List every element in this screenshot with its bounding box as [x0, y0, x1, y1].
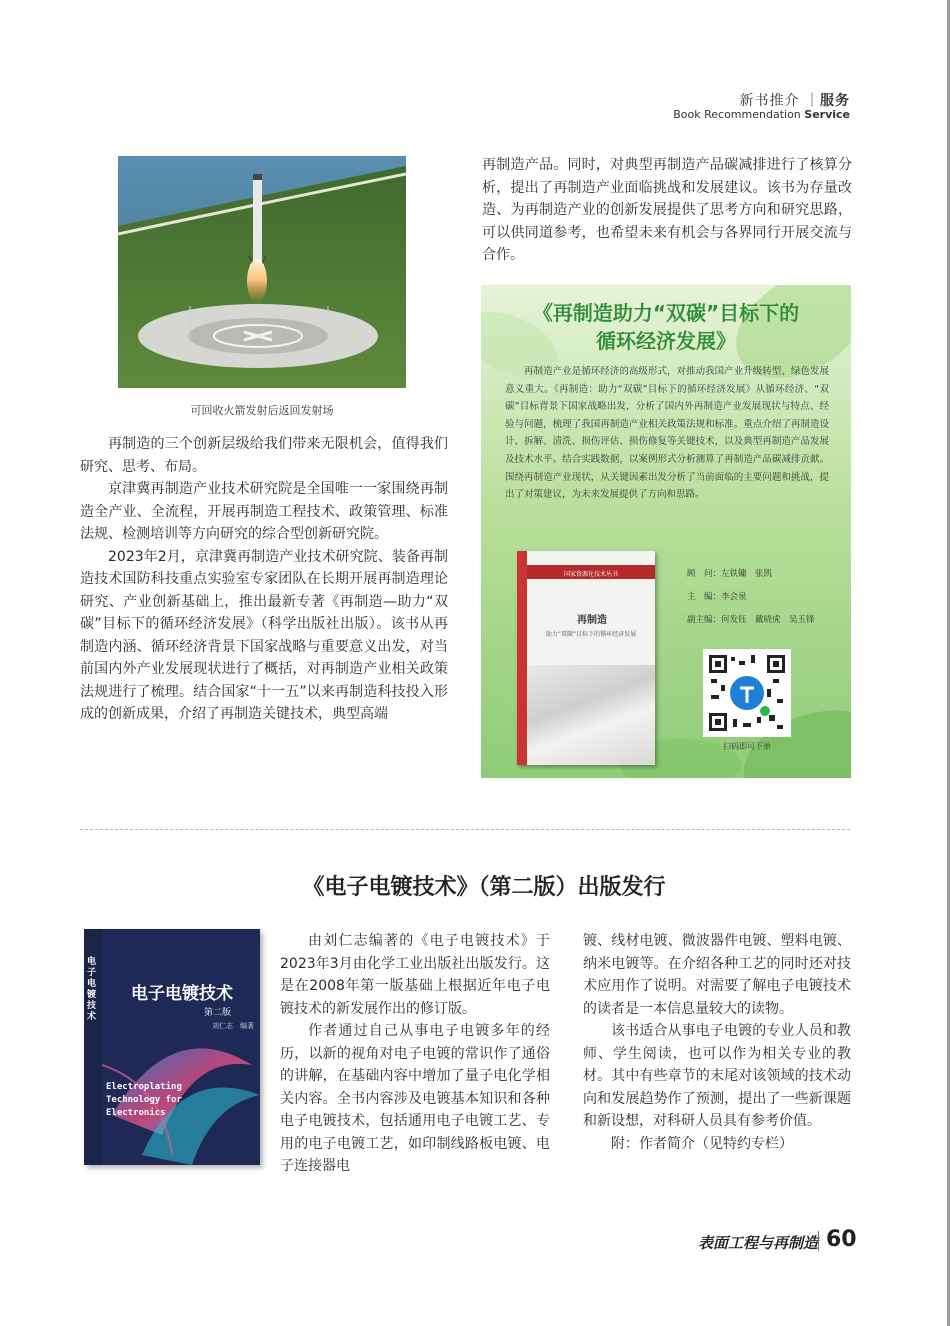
credit-deputy-editors: 副主编：何发钰 戴晓虎 吴玉锋: [687, 615, 815, 625]
magazine-name: 表面工程与再制造: [697, 1234, 818, 1252]
book2-english-title: Electroplating Technology for Electronics: [106, 1082, 182, 1118]
remanufacturing-book-cover: [517, 551, 655, 765]
ad-title-line2: 循环经济发展》: [596, 329, 736, 353]
ad-description: [505, 363, 829, 504]
marble-texture: [527, 665, 655, 765]
ad-title-line1: 《再制造助力“双碳”目标下的: [532, 301, 800, 325]
paragraph: 再制造产品。同时，对典型再制造产品碳减排进行了核算分析，提出了再制造产业面临挑战和发展建议。该书为存量改造、为再制造产业的创新发展提供了思考方向和研究思路，可以供同道参考，也希望未来有机会与各界同行开展交流与合作。: [482, 157, 852, 263]
article2-title: 《电子电镀技术》（第二版）出版发行: [302, 875, 666, 900]
ad-body-text: 再制造产业是循环经济的高级形式，对推动我国产业升级转型、绿色发展意义重大。《再制造：助力“双碳”目标下的循环经济发展》从循环经济、“双碳”目标背景下国家战略出发，分析了国内外再制造产业发展现状与特点、经验与问题，梳理了我国再制造产业相关政策法规和标准。重点介绍了再制造设计、拆解、清洗、损伤评估、损伤修复等关键技术，以及典型再制造产品发展及技术水平。结合实践数据，以案例形式分析测算了再制造产品碳减排贡献。围绕再制造产业现状，从关键因素出发分析了当前面临的主要问题和挑战，提出了对策建议，为未来发展提供了方向和思路。: [505, 366, 829, 501]
book2-author: 刘仁志 编著: [212, 1022, 254, 1030]
qr-code-icon: [707, 653, 787, 733]
article1-right-column: [482, 154, 852, 267]
book-spine-title: 电子电镀技术: [87, 957, 97, 1022]
order-qr-code[interactable]: [703, 649, 791, 737]
section-divider: [80, 829, 850, 830]
header-en-book-recommendation: Book Recommendation: [673, 108, 801, 121]
article2-column1: [280, 930, 550, 1178]
header-en-service: Service: [804, 108, 850, 121]
photo-caption: 可回收火箭发射后返回发射场: [190, 404, 334, 417]
book-advertisement: [481, 285, 851, 778]
book-cover-title: 再制造: [577, 615, 607, 626]
qr-caption: 扫码即可下单: [723, 742, 771, 751]
paragraph: 2023年2月，京津冀再制造产业技术研究院、装备再制造技术国防科技重点实验室专家团队在长期开展再制造理论研究、产业创新基础上，推出最新专著《再制造—助力“双碳”目标下的循环经济发展》（科学出版社出版）。该书从再制造内涵、循环经济背景下国家战略与重要意义出发，对当前国内外产业发展现状进行了概括，对再制造产业相关政策法规进行了梳理。结合国家“十一五”以来再制造科技投入形成的创新成果，介绍了再制造关键技术，典型高端: [80, 548, 448, 722]
rocket-landing-image: [118, 156, 406, 388]
paragraph: 镀、线材电镀、微波器件电镀、塑料电镀、纳米电镀等。在介绍各种工艺的同时还对技术应用作了说明。对需要了解电子电镀技术的读者是一本信息量较大的读物。: [583, 933, 851, 1017]
book-cover-subtitle: 助力“双碳”目标下的循环经济发展: [545, 631, 637, 638]
credit-editor: 主 编：李会泉: [687, 592, 747, 602]
rocket-landing-photo: [118, 156, 406, 388]
electroplating-book-cover: [84, 929, 260, 1165]
ad-title: [481, 299, 851, 355]
paragraph: 附：作者简介（见特约专栏）: [611, 1135, 793, 1152]
book2-cover-title: 电子电镀技术: [131, 984, 233, 1004]
book-series: 国家资源化技术丛书: [563, 571, 618, 578]
article1-left-column: [80, 433, 448, 726]
book2-edition: 第二版: [204, 1008, 232, 1018]
header-cn-title: 新书推介: [739, 93, 800, 109]
paragraph: 再制造的三个创新层级给我们带来无限机会，值得我们研究、思考、布局。: [80, 436, 448, 475]
paragraph: 京津冀再制造产业技术研究院是全国唯一一家围绕再制造全产业、全流程，开展再制造工程技术、政策管理、标准法规、检测培训等方向研究的综合型创新研究院。: [80, 481, 448, 542]
paragraph: 作者通过自己从事电子电镀多年的经历，以新的视角对电子电镀的常识作了通俗的讲解，在基础内容中增加了量子电化学相关内容。全书内容涉及电镀基本知识和各种电子电镀技术，包括通用电子电镀工艺、专用的电子电镀工艺，如印制线路板电镀、电子连接器电: [280, 1023, 550, 1174]
paragraph: 该书适合从事电子电镀的专业人员和教师、学生阅读，也可以作为相关专业的教材。其中有些章节的末尾对该领域的技术动向和发展趋势作了预测，提出了一些新课题和新设想，对科研人员具有参考价值。: [583, 1023, 851, 1129]
header-en-title: [673, 108, 850, 121]
article2-column2: [583, 930, 851, 1155]
book-spine: [517, 551, 527, 765]
credit-advisors: 顾 问：左铁镛 张凯: [687, 569, 773, 579]
book-credits: [687, 563, 815, 632]
header-section-title: 新书推介 ｜服务: [739, 93, 850, 109]
header-cn-section: 服务: [820, 93, 850, 109]
paragraph: 由刘仁志编著的《电子电镀技术》于2023年3月由化学工业出版社出版发行。这是在2008年第一版基础上根据近年电子电镀技术的新发展作出的修订版。: [280, 933, 550, 1017]
footer-separator: [818, 1231, 819, 1251]
page-number: 60: [826, 1227, 857, 1252]
